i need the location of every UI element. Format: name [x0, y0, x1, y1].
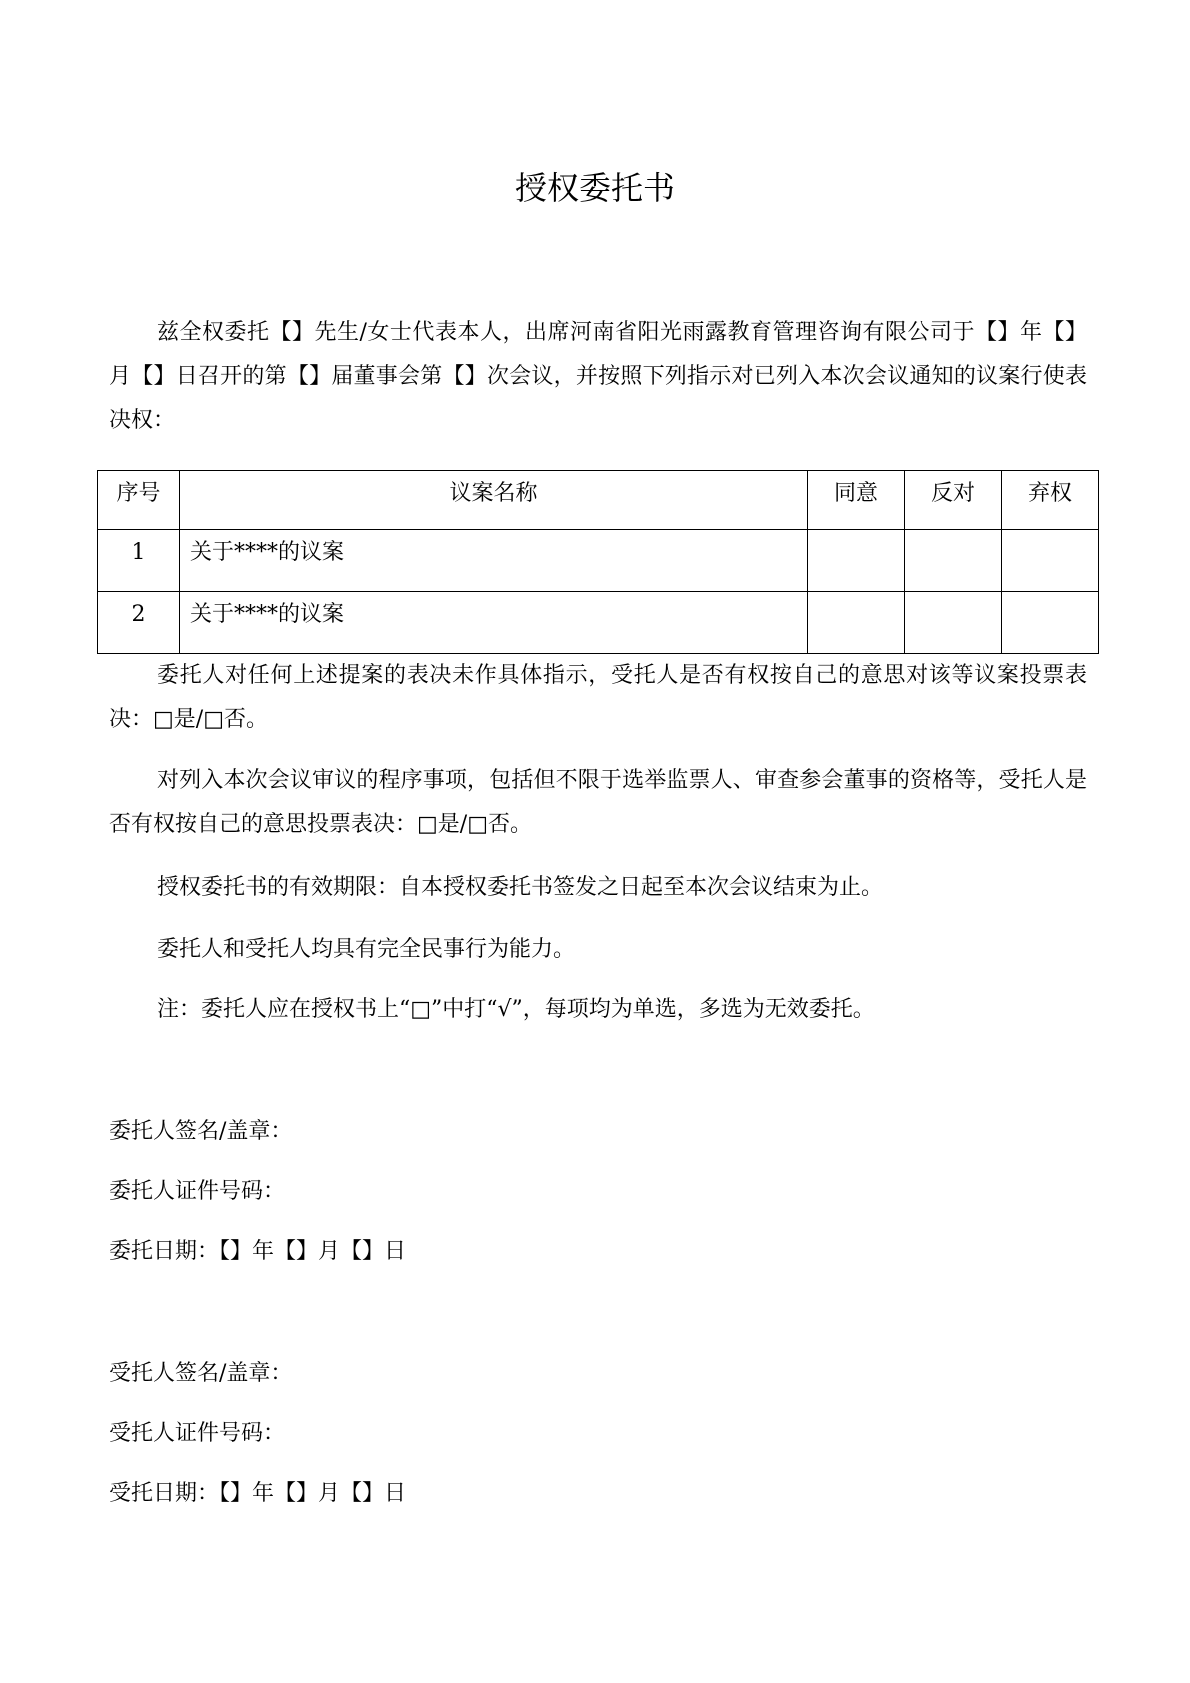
row-agree-cell[interactable] [808, 592, 905, 654]
row-seq: 2 [98, 592, 180, 654]
header-seq: 序号 [98, 471, 180, 530]
row-abstain-cell[interactable] [1002, 592, 1099, 654]
row-agree-cell[interactable] [808, 530, 905, 592]
no-instruction-paragraph: 委托人对任何上述提案的表决未作具体指示，受托人是否有权按自己的意思对该等议案投票表决：□是/□否。 [109, 663, 1087, 732]
row-motion-name: 关于****的议案 [180, 592, 808, 654]
header-oppose: 反对 [905, 471, 1002, 530]
document-title: 授权委托书 [514, 169, 675, 207]
table-row [98, 530, 1099, 592]
header-agree: 同意 [808, 471, 905, 530]
table-row [98, 592, 1099, 654]
intro-paragraph: 兹全权委托【】先生/女士代表本人，出席河南省阳光雨露教育管理咨询有限公司于【】年【】月【】日召开的第【】届董事会第【】次会议，并按照下列指示对已列入本次会议通知的议案行使表决权： [109, 320, 1087, 433]
header-motion-name: 议案名称 [180, 471, 808, 530]
row-motion-name: 关于****的议案 [180, 530, 808, 592]
row-oppose-cell[interactable] [905, 592, 1002, 654]
principal-id-label: 委托人证件号码： [109, 1179, 286, 1204]
row-abstain-cell[interactable] [1002, 530, 1099, 592]
procedural-matters-paragraph: 对列入本次会议审议的程序事项，包括但不限于选举监票人、审查参会董事的资格等，受托人是否有权按自己的意思投票表决：□是/□否。 [109, 768, 1087, 837]
agent-date-label: 受托日期：【】年【】月【】日 [109, 1481, 407, 1506]
agent-id-label: 受托人证件号码： [109, 1421, 286, 1446]
table-header-row [98, 471, 1099, 530]
principal-signature-label: 委托人签名/盖章： [109, 1119, 293, 1144]
capacity-paragraph: 委托人和受托人均具有完全民事行为能力。 [157, 937, 576, 962]
principal-date-label: 委托日期：【】年【】月【】日 [109, 1239, 407, 1264]
note-paragraph: 注：委托人应在授权书上“□”中打“√”，每项均为单选，多选为无效委托。 [157, 997, 875, 1022]
validity-paragraph: 授权委托书的有效期限：自本授权委托书签发之日起至本次会议结束为止。 [157, 875, 884, 900]
row-seq: 1 [98, 530, 180, 592]
motions-table [97, 470, 1099, 654]
row-oppose-cell[interactable] [905, 530, 1002, 592]
header-abstain: 弃权 [1002, 471, 1099, 530]
agent-signature-label: 受托人签名/盖章： [109, 1361, 293, 1386]
